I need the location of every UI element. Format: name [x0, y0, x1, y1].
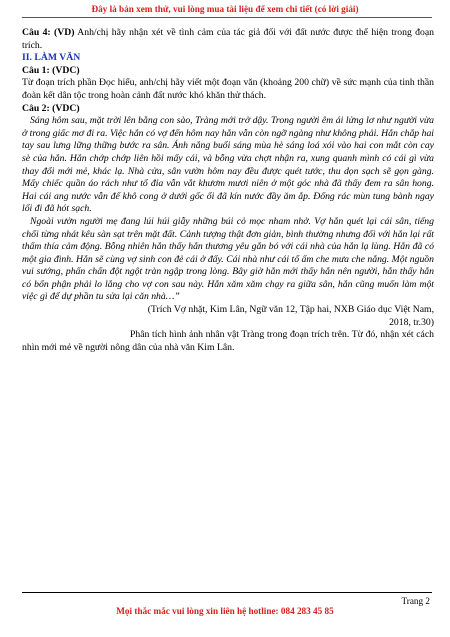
- preview-notice: Đây là bản xem thử, vui lòng mua tài liệu để xem chi tiết (có lời giải): [91, 4, 359, 14]
- footer-divider: [22, 592, 432, 593]
- question-4-text: Anh/chị hãy nhận xét về tình cảm của tác giả đối với đất nước được thể hiện trong đoạn trích.: [22, 27, 434, 51]
- hotline-notice: Mọi thắc mắc vui lòng xin liên hệ hotline: 084 283 45 85: [116, 606, 334, 616]
- citation-line-2: 2018, tr.30): [389, 316, 434, 328]
- page-number: Trang 2: [401, 596, 430, 606]
- passage-paragraph-2: Ngoài vườn người mẹ đang lúi húi giẫy những búi cỏ mọc nham nhở. Vợ hắn quét lại cái sân, tiếng chổi từng nhát kêu sàn sạt trên mặt đất. Cảnh tượng thật đơn giản, bình thường nhưng đối với hắn lại rất thấm thía cảm động. Bỗng nhiên hắn thấy hắn thương yêu gắn bó với cái nhà của hắn lạ lùng. Hắn đã có một gia đình. Hắn sẽ cùng vợ sinh con đẻ cái ở đấy. Cái nhà như cái tổ ấm che mưa che nắng. Một nguồn vui sướng, phấn chấn đột ngột tràn ngập trong lòng. Bây giờ hắn mới thấy hắn nên người, hắn thấy hắn có bổn phận phải lo lắng cho vợ con sau này. Hắn xăm xăm chạy ra giữa sân, hắn cũng muốn làm một việc gì để dự phần tu sửa lại căn nhà…”: [22, 215, 434, 303]
- header-divider: [22, 17, 432, 18]
- document-body: [22, 27, 434, 354]
- question-1-label: Câu 1: (VDC): [22, 64, 80, 76]
- question-4-label: Câu 4: (VD): [22, 27, 75, 38]
- citation-line-1: (Trích Vợ nhặt, Kim Lân, Ngữ văn 12, Tập hai, NXB Giáo dục Việt Nam,: [147, 304, 434, 316]
- question-2-label: Câu 2: (VDC): [22, 102, 80, 114]
- task-prompt: Phân tích hình ảnh nhân vật Tràng trong đoạn trích trên. Từ đó, nhận xét cách nhìn mới mẻ về người nông dân của nhà văn Kim Lân.: [22, 329, 434, 353]
- passage-paragraph-1: Sáng hôm sau, mặt trời lên bằng con sào, Tràng mới trở dậy. Trong người êm ái lửng lơ như người vừa ở trong giấc mơ đi ra. Việc hắn có vợ đến hôm nay hắn vẫn còn ngỡ ngàng như không phải. Hắn chắp hai tay sau lưng lững thững bước ra sân. Ánh nắng buổi sáng mùa hè sáng loá xói vào hai con mắt còn cay sè của hắn. Hắn chớp chớp liên hồi mấy cái, và bỗng vừa chợt nhận ra, xung quanh mình có cái gì vừa thay đổi mới mẻ, khác lạ. Nhà cửa, sân vườn hôm nay đều được quét tước, thu dọn sạch sẽ gọn gàng. Mấy chiếc quần áo rách như tổ đỉa vẫn vắt khươm mươi niên ở một góc nhà đã thấy đem ra sân hong. Hai cái ang nước vẫn để khô cong ở dưới gốc ổi đã kín nước đầy ăm ắp. Đống rác mùn tung bành ngay lối đi đã hót sạch.: [22, 115, 434, 215]
- question-1-text: Từ đoạn trích phần Đọc hiểu, anh/chị hãy viết một đoạn văn (khoảng 200 chữ) về sức mạnh của tinh thần đoàn kết dân tộc trong hoàn cảnh đất nước khó khăn thử thách.: [22, 77, 434, 101]
- question-4: [22, 27, 434, 52]
- section-heading: II. LÀM VĂN: [22, 52, 81, 64]
